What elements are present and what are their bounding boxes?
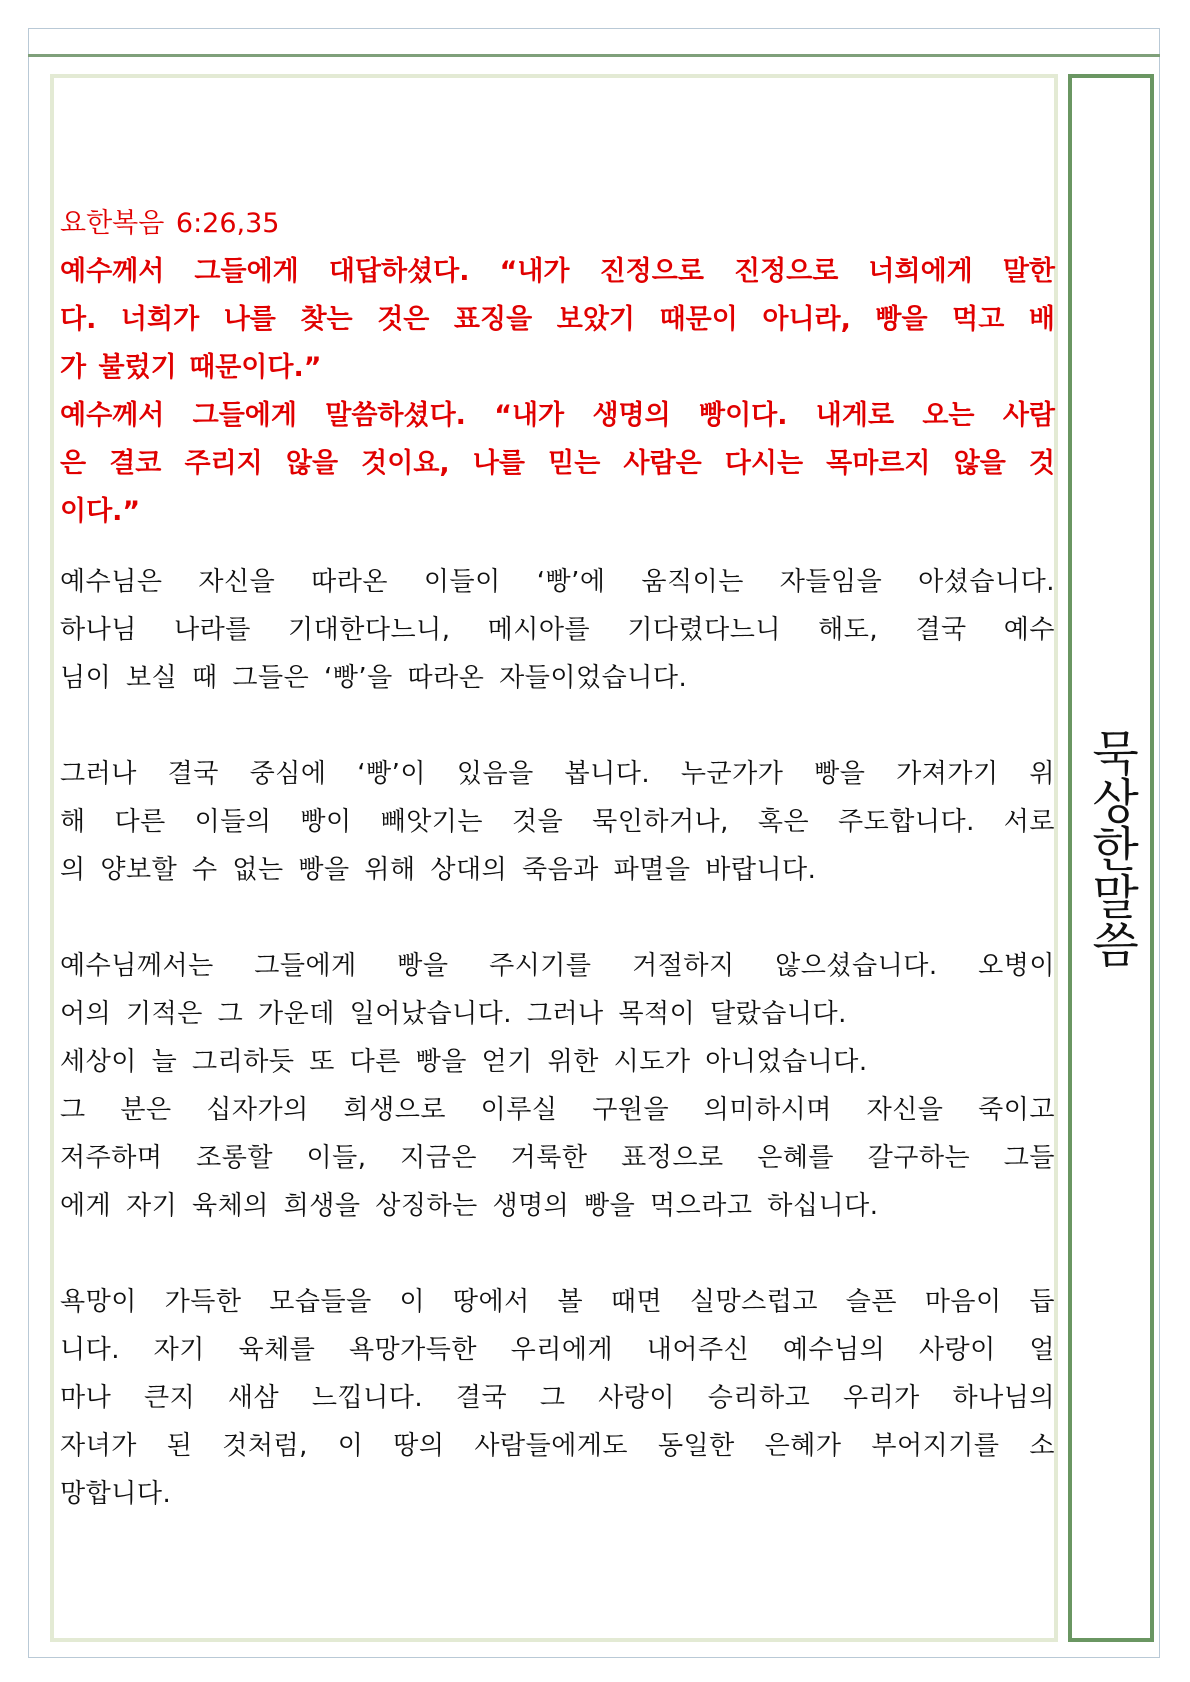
paragraph-line: 어의 기적은 그 가운데 일어났습니다. 그러나 목적이 달랐습니다. (60, 999, 847, 1029)
paragraph-line: 해 다른 이들의 빵이 빼앗기는 것을 묵인하거나, 혹은 주도합니다. 서로 (60, 807, 1055, 837)
header-rule (28, 54, 1160, 57)
side-title-frame (1068, 74, 1154, 1642)
paragraph-1 (60, 558, 1055, 702)
paragraph-line: 세상이 늘 그리하듯 또 다른 빵을 얻기 위한 시도가 아니었습니다. (60, 1047, 868, 1077)
scripture-line: 예수께서 그들에게 대답하셨다. “내가 진정으로 진정으로 너희에게 말한 (60, 256, 1055, 287)
paragraph-line: 마나 큰지 새삼 느낍니다. 결국 그 사랑이 승리하고 우리가 하나님의 (60, 1383, 1055, 1413)
paragraph-line: 자녀가 된 것처럼, 이 땅의 사람들에게도 동일한 은혜가 부어지기를 소 (60, 1431, 1055, 1461)
paragraph-3 (60, 942, 1055, 1230)
paragraph-line: 저주하며 조롱할 이들, 지금은 거룩한 표정으로 은혜를 갈구하는 그들 (60, 1143, 1055, 1173)
scripture-reference: 요한복음 6:26,35 (60, 208, 280, 239)
scripture-line: 다. 너희가 나를 찾는 것은 표징을 보았기 때문이 아니라, 빵을 먹고 배 (60, 304, 1055, 335)
paragraph-2 (60, 750, 1055, 894)
paragraph-line: 예수님께서는 그들에게 빵을 주시기를 거절하지 않으셨습니다. 오병이 (60, 951, 1055, 981)
scripture-passage (60, 200, 1055, 536)
paragraph-line: 그러나 결국 중심에 ‘빵’이 있음을 봅니다. 누군가가 빵을 가져가기 위 (60, 759, 1055, 789)
side-title: 묵상한말씀 (1083, 728, 1139, 968)
paragraph-line: 에게 자기 육체의 희생을 상징하는 생명의 빵을 먹으라고 하십니다. (60, 1191, 879, 1221)
meditation-text (60, 200, 1055, 1518)
paragraph-line: 욕망이 가득한 모습들을 이 땅에서 볼 때면 실망스럽고 슬픈 마음이 듭 (60, 1287, 1055, 1317)
paragraph-line: 그 분은 십자가의 희생으로 이루실 구원을 의미하시며 자신을 죽이고 (60, 1095, 1055, 1125)
paragraph-4 (60, 1278, 1055, 1518)
paragraph-line: 의 양보할 수 없는 빵을 위해 상대의 죽음과 파멸을 바랍니다. (60, 855, 817, 885)
paragraph-line: 니다. 자기 육체를 욕망가득한 우리에게 내어주신 예수님의 사랑이 얼 (60, 1335, 1055, 1365)
scripture-line: 예수께서 그들에게 말씀하셨다. “내가 생명의 빵이다. 내게로 오는 사람 (60, 400, 1055, 431)
paragraph-line: 하나님 나라를 기대한다느니, 메시아를 기다렸다느니 해도, 결국 예수 (60, 615, 1055, 645)
paragraph-line: 망합니다. (60, 1479, 172, 1509)
scripture-line: 은 결코 주리지 않을 것이요, 나를 믿는 사람은 다시는 목마르지 않을 것 (60, 448, 1055, 479)
paragraph-line: 님이 보실 때 그들은 ‘빵’을 따라온 자들이었습니다. (60, 663, 688, 693)
paragraph-line: 예수님은 자신을 따라온 이들이 ‘빵’에 움직이는 자들임을 아셨습니다. (60, 567, 1055, 597)
scripture-line: 이다.” (60, 496, 141, 527)
scripture-line: 가 불렀기 때문이다.” (60, 352, 322, 383)
